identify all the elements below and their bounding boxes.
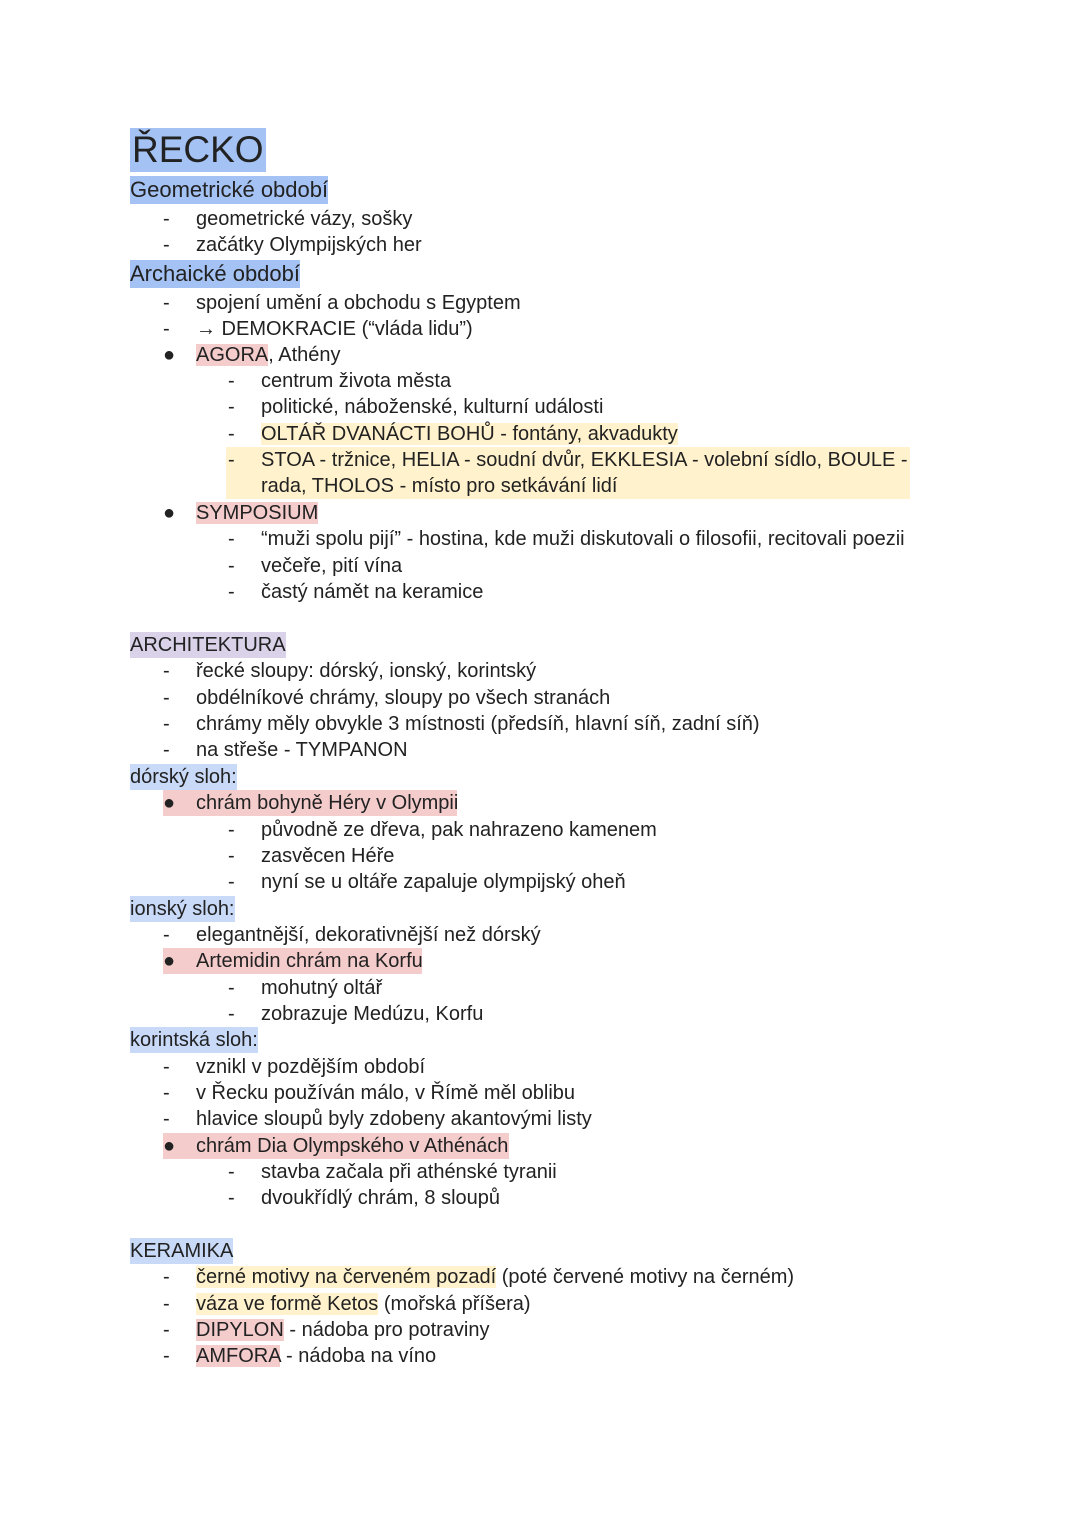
dash-marker: -: [228, 423, 235, 445]
dash-marker: -: [163, 1266, 170, 1288]
dash-marker: -: [163, 208, 170, 230]
heading-architecture: ARCHITEKTURA: [130, 634, 286, 656]
list-item: [196, 1264, 794, 1290]
ceramics-highlight: AMFORA: [196, 1345, 281, 1367]
list-item-stoa: STOA - tržnice, HELIA - soudní dvůr, EKKLESIA - volební sídlo, BOULE -: [261, 449, 908, 471]
list-item: zobrazuje Medúzu, Korfu: [261, 1003, 484, 1025]
list-item: večeře, pití vína: [261, 555, 403, 577]
list-item-symposium: [196, 500, 318, 526]
dash-marker: -: [228, 1187, 235, 1209]
dash-marker: -: [163, 1082, 170, 1104]
list-item: vznikl v pozdějším období: [196, 1056, 426, 1078]
dash-marker: -: [163, 660, 170, 682]
dash-marker: -: [228, 370, 235, 392]
ceramics-note: - nádoba na víno: [280, 1345, 437, 1367]
list-item: v Řecku používán málo, v Římě měl oblibu: [196, 1082, 576, 1104]
page-title: ŘECKO: [132, 129, 264, 170]
dash-marker: -: [163, 1056, 170, 1078]
list-item-agora: [196, 342, 341, 368]
list-item-altar: [261, 421, 678, 447]
symposium-label: SYMPOSIUM: [196, 502, 319, 524]
ceramics-note: - nádoba pro potraviny: [283, 1319, 490, 1341]
list-item: častý námět na keramice: [261, 581, 484, 603]
list-item: původně ze dřeva, pak nahrazeno kamenem: [261, 819, 657, 841]
dash-marker: -: [228, 555, 235, 577]
list-item: [196, 1317, 490, 1343]
ceramics-highlight: DIPYLON: [196, 1319, 284, 1341]
list-item: politické, náboženské, kulturní události: [261, 396, 604, 418]
list-item: spojení umění a obchodu s Egyptem: [196, 292, 521, 314]
dash-marker: -: [163, 292, 170, 314]
list-item: [196, 1291, 531, 1317]
dash-marker: -: [228, 845, 235, 867]
agora-suffix: , Athény: [268, 344, 341, 366]
list-item: stavba začala při athénské tyranii: [261, 1161, 557, 1183]
list-item-stoa-cont: rada, THOLOS - místo pro setkávání lidí: [261, 475, 618, 497]
heading-doric: dórský sloh:: [130, 766, 237, 788]
list-item: [196, 1343, 436, 1369]
dash-marker: -: [163, 234, 170, 256]
list-item: hlavice sloupů byly zdobeny akantovými listy: [196, 1108, 592, 1130]
dash-marker: -: [163, 318, 170, 340]
list-item: chrámy měly obvykle 3 místnosti (předsíň, hlavní síň, zadní síň): [196, 713, 760, 735]
list-item: na střeše - TYMPANON: [196, 739, 408, 761]
altar-text: OLTÁŘ DVANÁCTI BOHŮ - fontány, akvadukty: [261, 423, 678, 445]
dash-marker: -: [228, 977, 235, 999]
heading-archaic: Archaické období: [130, 261, 300, 286]
dash-marker: -: [163, 1108, 170, 1130]
ceramics-highlight: váza ve formě Ketos: [196, 1293, 379, 1315]
dash-marker: -: [228, 396, 235, 418]
list-item: elegantnější, dekorativnější než dórský: [196, 924, 541, 946]
dash-marker: -: [163, 713, 170, 735]
dash-marker: -: [163, 924, 170, 946]
dash-marker: -: [163, 1319, 170, 1341]
list-item: → DEMOKRACIE (“vláda lidu”): [196, 318, 473, 340]
list-item-temple: Artemidin chrám na Korfu: [196, 950, 423, 972]
dash-marker: -: [163, 687, 170, 709]
dash-marker: -: [228, 581, 235, 603]
list-item: nyní se u oltáře zapaluje olympijský oheň: [261, 871, 626, 893]
list-item: dvoukřídlý chrám, 8 sloupů: [261, 1187, 501, 1209]
ceramics-note: (poté červené motivy na černém): [496, 1266, 795, 1288]
dash-marker: -: [163, 1293, 170, 1315]
heading-ionic: ionský sloh:: [130, 898, 235, 920]
heading-ceramics: KERAMIKA: [130, 1240, 234, 1262]
list-item: začátky Olympijských her: [196, 234, 422, 256]
bullet-marker: ●: [163, 1135, 176, 1157]
list-item-temple: chrám bohyně Héry v Olympii: [196, 792, 459, 814]
bullet-marker: ●: [163, 950, 176, 972]
dash-marker: -: [228, 871, 235, 893]
list-item: řecké sloupy: dórský, ionský, korintský: [196, 660, 537, 682]
dash-marker: -: [163, 739, 170, 761]
heading-geometric: Geometrické období: [130, 177, 329, 202]
dash-marker: -: [228, 1003, 235, 1025]
list-item: zasvěcen Héře: [261, 845, 395, 867]
dash-marker: -: [228, 819, 235, 841]
list-item-temple: chrám Dia Olympského v Athénách: [196, 1135, 509, 1157]
list-item: obdélníkové chrámy, sloupy po všech stranách: [196, 687, 611, 709]
bullet-marker: ●: [163, 792, 176, 814]
dash-marker: -: [228, 1161, 235, 1183]
dash-marker: -: [228, 528, 235, 550]
ceramics-highlight: černé motivy na červeném pozadí: [196, 1266, 497, 1288]
agora-label: AGORA: [196, 344, 269, 366]
list-item: “muži spolu pijí” - hostina, kde muži diskutovali o filosofii, recitovali poezii: [261, 528, 905, 550]
list-item: geometrické vázy, sošky: [196, 208, 413, 230]
list-item: centrum života města: [261, 370, 452, 392]
ceramics-note: (mořská příšera): [378, 1293, 531, 1315]
heading-corinthian: korintská sloh:: [130, 1029, 258, 1051]
list-item: mohutný oltář: [261, 977, 383, 999]
dash-marker: -: [228, 449, 235, 471]
dash-marker: -: [163, 1345, 170, 1367]
bullet-marker: ●: [163, 344, 176, 366]
bullet-marker: ●: [163, 502, 176, 524]
